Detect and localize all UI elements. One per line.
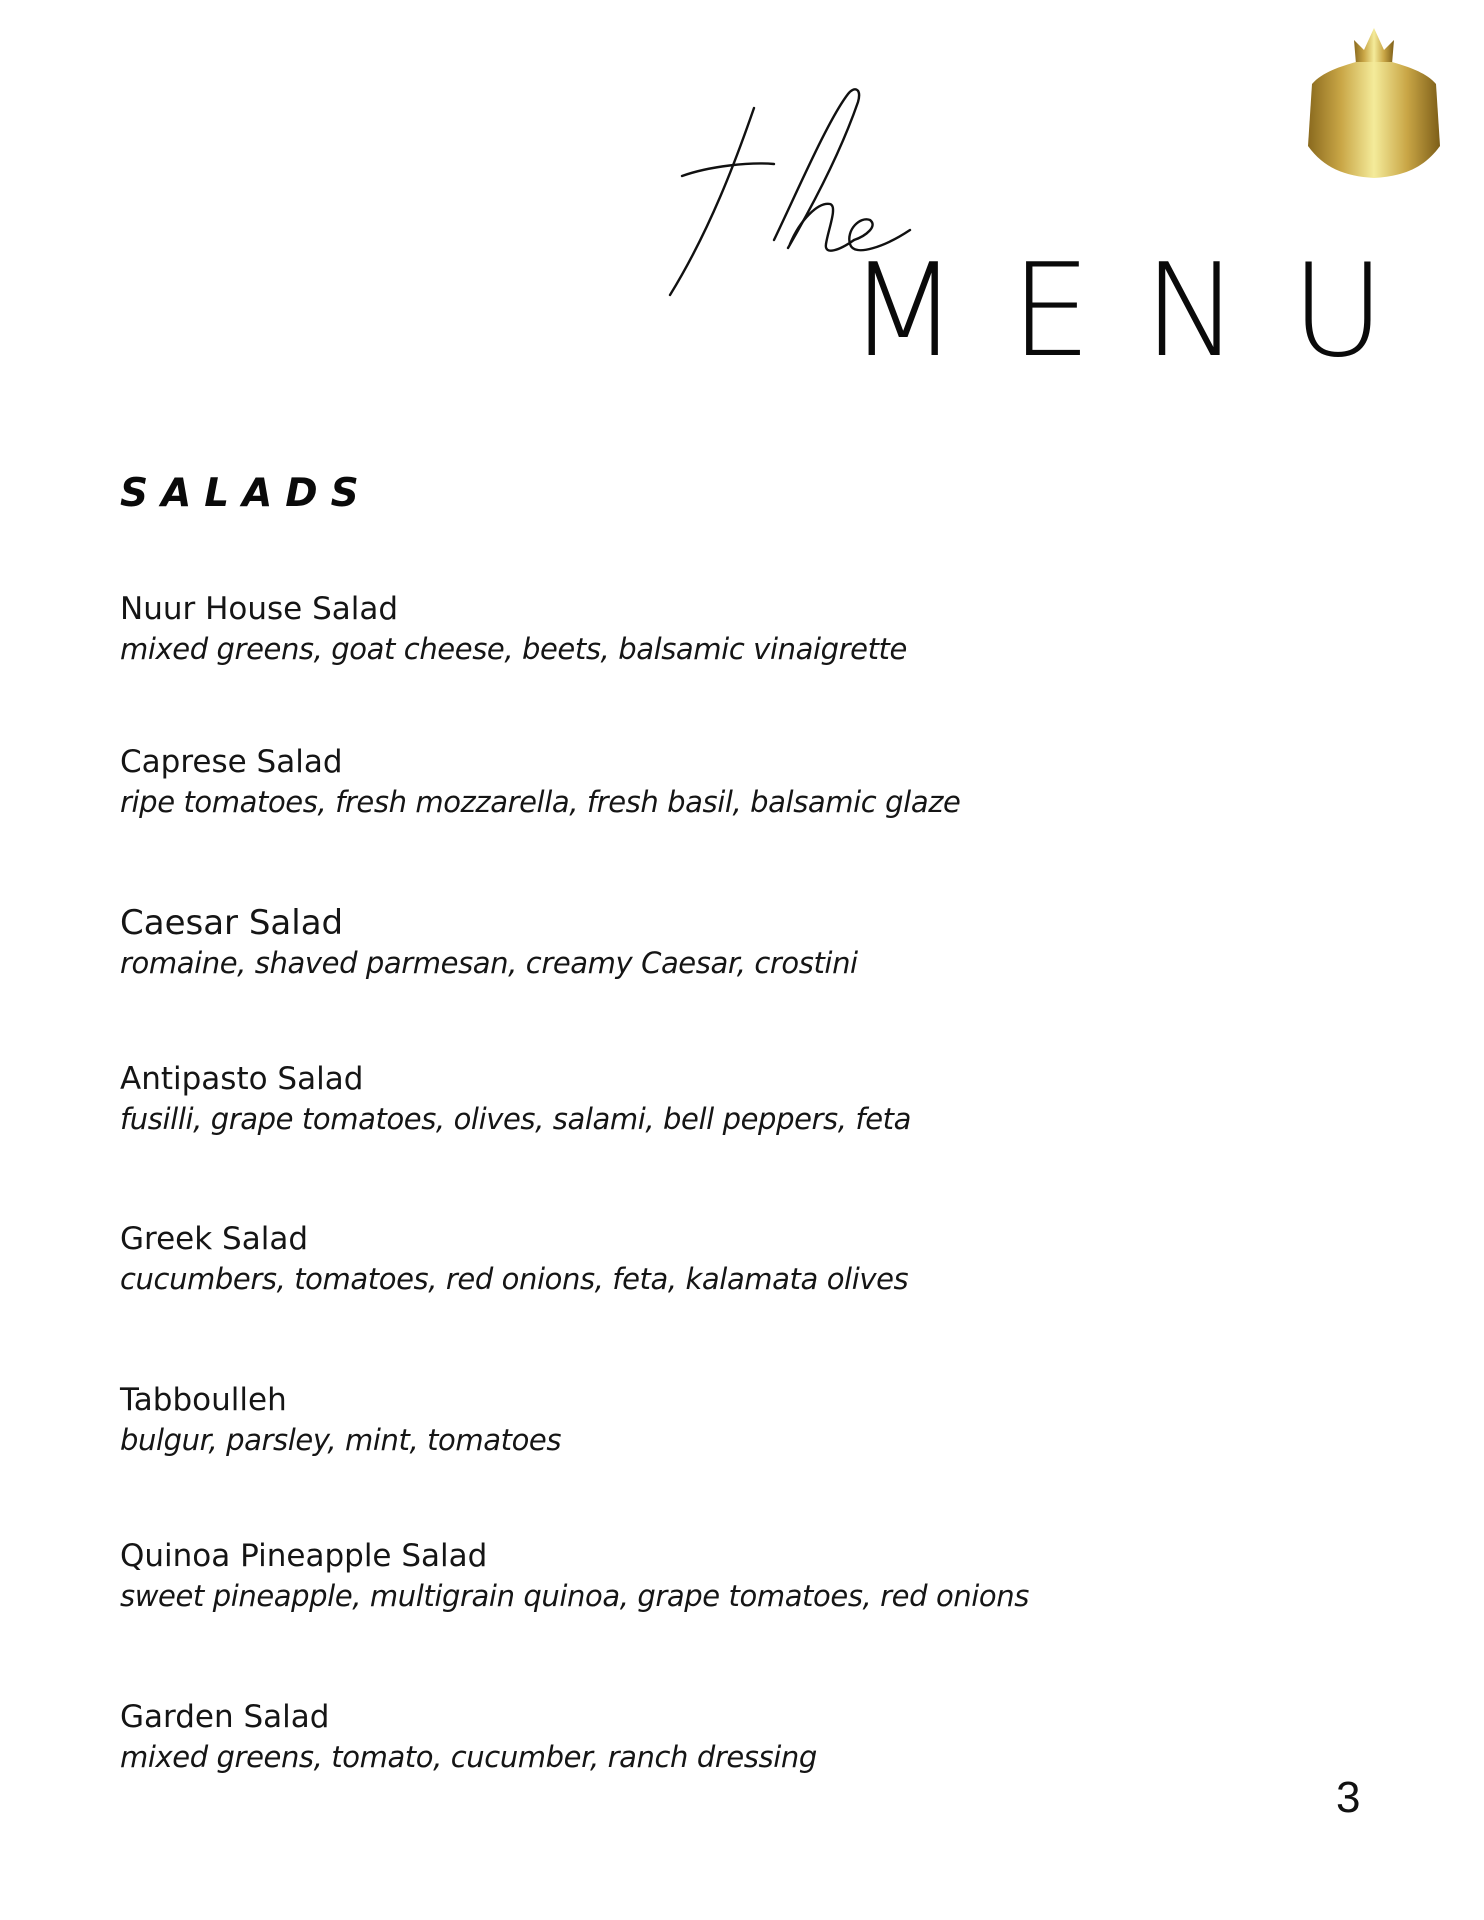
item-description: romaine, shaved parmesan, creamy Caesar, crostini bbox=[120, 946, 858, 980]
item-name: Quinoa Pineapple Salad bbox=[120, 1538, 488, 1574]
item-description: sweet pineapple, multigrain quinoa, grape tomatoes, red onions bbox=[120, 1579, 1029, 1613]
menu-item bbox=[120, 1219, 908, 1299]
item-description: mixed greens, tomato, cucumber, ranch dressing bbox=[120, 1740, 817, 1774]
item-name: Garden Salad bbox=[120, 1699, 330, 1735]
item-description: bulgur, parsley, mint, tomatoes bbox=[120, 1423, 562, 1457]
section-title-salads: SALADS bbox=[120, 471, 372, 516]
item-name: Antipasto Salad bbox=[120, 1061, 364, 1097]
menu-item bbox=[120, 1536, 1029, 1616]
menu-heading: MENU bbox=[848, 237, 1437, 386]
menu-item bbox=[120, 742, 960, 822]
item-name: Caesar Salad bbox=[120, 903, 344, 943]
item-name: Nuur House Salad bbox=[120, 591, 399, 627]
menu-item bbox=[120, 903, 858, 983]
menu-item bbox=[120, 1380, 561, 1460]
item-description: cucumbers, tomatoes, red onions, feta, kalamata olives bbox=[120, 1262, 909, 1296]
item-description: fusilli, grape tomatoes, olives, salami, bell peppers, feta bbox=[120, 1102, 911, 1136]
item-name: Tabboulleh bbox=[120, 1382, 287, 1418]
item-description: mixed greens, goat cheese, beets, balsamic vinaigrette bbox=[120, 632, 907, 666]
menu-item bbox=[120, 589, 907, 669]
menu-item bbox=[120, 1059, 911, 1139]
item-name: Caprese Salad bbox=[120, 744, 343, 780]
page-number: 3 bbox=[1336, 1773, 1361, 1822]
pomegranate-logo-icon bbox=[1306, 26, 1442, 184]
item-description: ripe tomatoes, fresh mozzarella, fresh basil, balsamic glaze bbox=[120, 785, 961, 819]
item-name: Greek Salad bbox=[120, 1221, 308, 1257]
menu-item bbox=[120, 1697, 817, 1777]
